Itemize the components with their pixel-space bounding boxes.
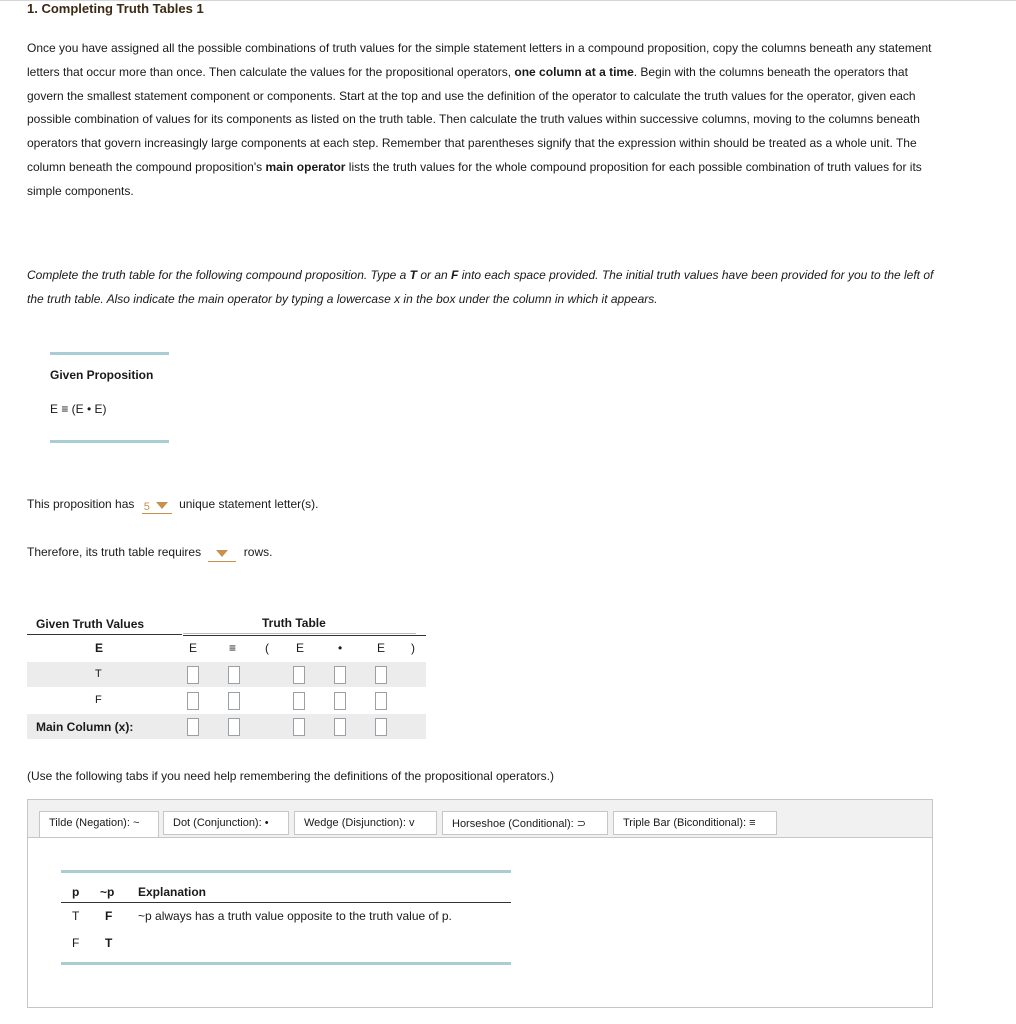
given-column-header: E [95, 641, 104, 655]
table-row [27, 662, 426, 687]
tab-horseshoe-conditional[interactable]: Horseshoe (Conditional): ⊃ [442, 811, 608, 835]
unique-letters-before: This proposition has [27, 497, 135, 511]
given-truth-values-heading: Given Truth Values [36, 617, 145, 631]
column-header: ) [411, 641, 415, 655]
intro-bold-1: one column at a time [514, 64, 634, 79]
given-value-row-1: T [95, 668, 102, 680]
definition-row-1-not-p: F [105, 909, 113, 923]
proposition-heading: Given Proposition [50, 368, 154, 382]
truth-value-input[interactable] [293, 692, 305, 710]
tab-wedge-disjunction[interactable]: Wedge (Disjunction): v [294, 811, 437, 835]
tab-dot-conjunction[interactable]: Dot (Conjunction): • [163, 811, 289, 835]
intro-text-2: . Begin with the columns beneath the operators that govern the smallest statement component or components. Start at the top and use the definition of the operator to calculate the truth values for the operator, given each possible combination of values for its components as listed on the truth table. Then calculate the truth values within successive columns, moving to the columns beneath operators that govern increasingly large components at each step. Remember that parentheses signify that the expression within should be treated as a whole unit. The column beneath the compound proposition's [27, 64, 920, 174]
definition-top-bar [61, 870, 511, 873]
column-header: ( [265, 641, 269, 655]
given-proposition-box [50, 352, 169, 416]
tab-tilde-negation[interactable]: Tilde (Negation): ~ [39, 811, 159, 837]
intro-bold-2: main operator [265, 159, 346, 174]
main-column-input[interactable] [334, 718, 346, 736]
truth-value-input[interactable] [293, 666, 305, 684]
given-value-row-2: F [95, 694, 102, 706]
truth-value-input[interactable] [228, 692, 240, 710]
truth-table-heading-rule [183, 633, 416, 634]
main-column-input[interactable] [375, 718, 387, 736]
truth-value-input[interactable] [375, 666, 387, 684]
definition-header-p: p [72, 885, 80, 899]
instr-bold-f: F [451, 268, 459, 282]
tab-triple-bar-biconditional[interactable]: Triple Bar (Biconditional): ≡ [613, 811, 777, 835]
main-column-label: Main Column (x): [36, 720, 134, 734]
main-column-input[interactable] [187, 718, 199, 736]
column-header: • [338, 641, 343, 655]
chevron-down-icon [216, 550, 228, 557]
column-header: ≡ [229, 641, 237, 655]
unique-letters-value: 5 [143, 501, 150, 513]
truth-value-input[interactable] [228, 666, 240, 684]
truth-value-input[interactable] [334, 666, 346, 684]
definition-bottom-bar [61, 962, 511, 965]
proposition-expression: E ≡ (E • E) [50, 402, 107, 416]
definition-header-rule [61, 902, 511, 903]
instr-text-c: into each space provided. The initial truth values have been provided for you to the left of the truth table. Also indicate the main operator by typing a lowercase x in the box under the column in which it appears. [27, 268, 934, 306]
proposition-top-bar [50, 352, 169, 355]
definition-row-2-not-p: T [105, 936, 113, 950]
rows-required-dropdown[interactable] [208, 547, 236, 562]
given-heading-rule [27, 634, 182, 635]
instr-bold-t: T [409, 268, 418, 282]
definition-row-1-p: T [72, 909, 80, 923]
intro-text-1: Once you have assigned all the possible combinations of truth values for the simple statement letters in a compound proposition, copy the columns beneath any statement letters that occur more than once. Then calculate the values for the propositional operators, [27, 41, 932, 79]
intro-paragraph [27, 37, 947, 204]
proposition-bottom-bar [50, 440, 169, 443]
main-column-input[interactable] [293, 718, 305, 736]
definition-row-2-p: F [72, 936, 80, 950]
column-header: E [296, 641, 305, 655]
unique-letters-line [27, 497, 318, 514]
definition-row-1-explanation: ~p always has a truth value opposite to the truth value of p. [138, 909, 452, 923]
instructions-paragraph [27, 263, 947, 311]
intro-text-3: lists the truth values for the whole compound proposition for each possible combination of truth values for its simple components. [27, 159, 922, 198]
help-note: (Use the following tabs if you need help remembering the definitions of the propositional operators.) [27, 769, 554, 783]
question-title: 1. Completing Truth Tables 1 [27, 1, 204, 16]
truth-value-input[interactable] [187, 692, 199, 710]
column-header: E [377, 641, 386, 655]
chevron-down-icon [156, 502, 168, 509]
truth-table-header-rule [183, 635, 426, 636]
instr-text-b: or an [417, 268, 452, 282]
truth-value-input[interactable] [334, 692, 346, 710]
rows-required-after: rows. [243, 545, 273, 559]
operator-definitions-panel [27, 799, 933, 1008]
rows-required-line [27, 545, 272, 562]
definition-header-not-p: ~p [100, 885, 115, 899]
truth-value-input[interactable] [187, 666, 199, 684]
unique-letters-dropdown[interactable] [142, 499, 172, 514]
truth-value-input[interactable] [375, 692, 387, 710]
unique-letters-after: unique statement letter(s). [179, 497, 319, 511]
rows-required-before: Therefore, its truth table requires [27, 545, 202, 559]
column-header: E [189, 641, 198, 655]
definition-header-explanation: Explanation [138, 885, 207, 899]
truth-table-heading: Truth Table [262, 616, 326, 630]
instr-text-a: Complete the truth table for the following compound proposition. Type a [27, 268, 410, 282]
main-column-input[interactable] [228, 718, 240, 736]
